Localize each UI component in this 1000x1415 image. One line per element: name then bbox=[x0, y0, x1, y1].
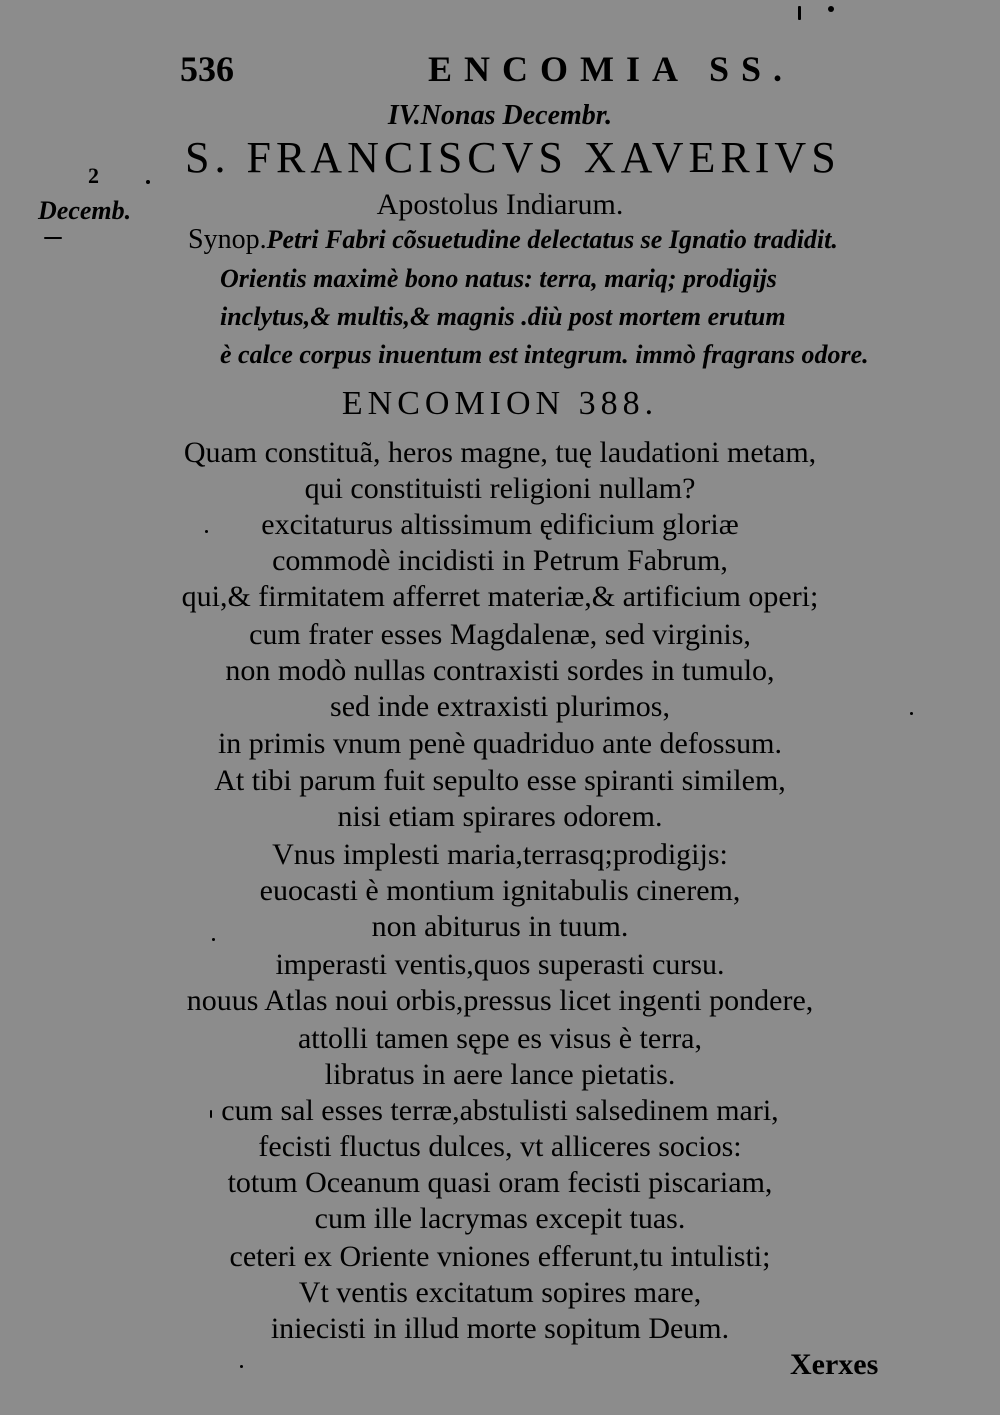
running-head: ENCOMIA SS. bbox=[428, 49, 795, 89]
poem-line: euocasti è montium ignitabulis cinerem, bbox=[259, 874, 741, 907]
saint-subtitle: Apostolus Indiarum. bbox=[376, 188, 624, 221]
ink-speck bbox=[146, 180, 150, 184]
poem-line: nouus Atlas noui orbis,pressus licet ingenti pondere, bbox=[186, 984, 814, 1017]
poem-line: iniecisti in illud morte sopitum Deum. bbox=[270, 1312, 730, 1345]
poem-line: attolli tamen sępe es visus è terra, bbox=[297, 1022, 703, 1055]
poem-line: Vt ventis excitatum sopires mare, bbox=[298, 1276, 702, 1309]
ink-speck bbox=[44, 237, 62, 239]
date-heading: IV.Nonas Decembr. bbox=[387, 100, 613, 131]
poem-line: non modò nullas contraxisti sordes in tumulo, bbox=[225, 654, 775, 687]
poem-line: fecisti fluctus dulces, vt alliceres socios: bbox=[258, 1130, 742, 1163]
ink-speck bbox=[910, 712, 913, 715]
poem-line: qui constituisti religioni nullam? bbox=[304, 472, 696, 505]
synopsis-text: Petri Fabri cõsuetudine delectatus se Ignatio tradidit. bbox=[266, 225, 838, 254]
poem-line: commodè incidisti in Petrum Fabrum, bbox=[272, 544, 728, 577]
poem-line: cum ille lacrymas excepit tuas. bbox=[314, 1202, 686, 1235]
poem-line: ceteri ex Oriente vniones efferunt,tu intulisti; bbox=[229, 1240, 771, 1273]
encomion-heading: ENCOMION 388. bbox=[341, 385, 659, 422]
poem-line: sed inde extraxisti plurimos, bbox=[330, 690, 670, 723]
margin-date-day: 2 bbox=[88, 163, 99, 188]
ink-speck bbox=[212, 938, 215, 941]
synopsis-line bbox=[188, 224, 838, 256]
saint-title: S. FRANCISCVS XAVERIVS bbox=[185, 133, 841, 182]
poem-line: imperasti ventis,quos superasti cursu. bbox=[275, 948, 725, 981]
poem-line: excitaturus altissimum ędificium gloriæ bbox=[261, 508, 739, 541]
synopsis-label: Synop. bbox=[188, 224, 267, 255]
margin-date-month: Decemb. bbox=[38, 196, 132, 225]
ink-speck bbox=[798, 6, 801, 20]
catchword: Xerxes bbox=[790, 1348, 879, 1381]
poem-line: Vnus implesti maria,terrasq;prodigijs: bbox=[272, 838, 728, 871]
synopsis-line: inclytus,& multis,& magnis .diù post mortem erutum bbox=[220, 302, 786, 331]
poem-line: qui,& firmitatem afferret materiæ,& artificium operi; bbox=[181, 580, 819, 613]
ink-speck bbox=[828, 6, 834, 12]
synopsis-line: è calce corpus inuentum est integrum. immò fragrans odore. bbox=[220, 340, 869, 369]
ink-speck bbox=[240, 1365, 243, 1368]
poem-line: nisi etiam spirares odorem. bbox=[337, 800, 663, 833]
poem-line: totum Oceanum quasi oram fecisti piscariam, bbox=[227, 1166, 773, 1199]
poem-line: cum frater esses Magdalenæ, sed virginis, bbox=[249, 618, 751, 651]
page-number: 536 bbox=[180, 49, 234, 89]
poem-line: in primis vnum penè quadriduo ante defossum. bbox=[217, 727, 783, 760]
poem-line: cum sal esses terræ,abstulisti salsedinem mari, bbox=[221, 1094, 779, 1127]
synopsis-line: Orientis maximè bono natus: terra, mariq; prodigijs bbox=[220, 264, 777, 293]
poem-line: At tibi parum fuit sepulto esse spiranti similem, bbox=[214, 764, 786, 797]
poem-line: libratus in aere lance pietatis. bbox=[324, 1058, 676, 1091]
poem-line: non abiturus in tuum. bbox=[371, 910, 629, 943]
ink-speck bbox=[205, 530, 208, 533]
ink-speck bbox=[210, 1110, 212, 1118]
poem-line: Quam constituã, heros magne, tuę laudationi metam, bbox=[183, 436, 817, 469]
